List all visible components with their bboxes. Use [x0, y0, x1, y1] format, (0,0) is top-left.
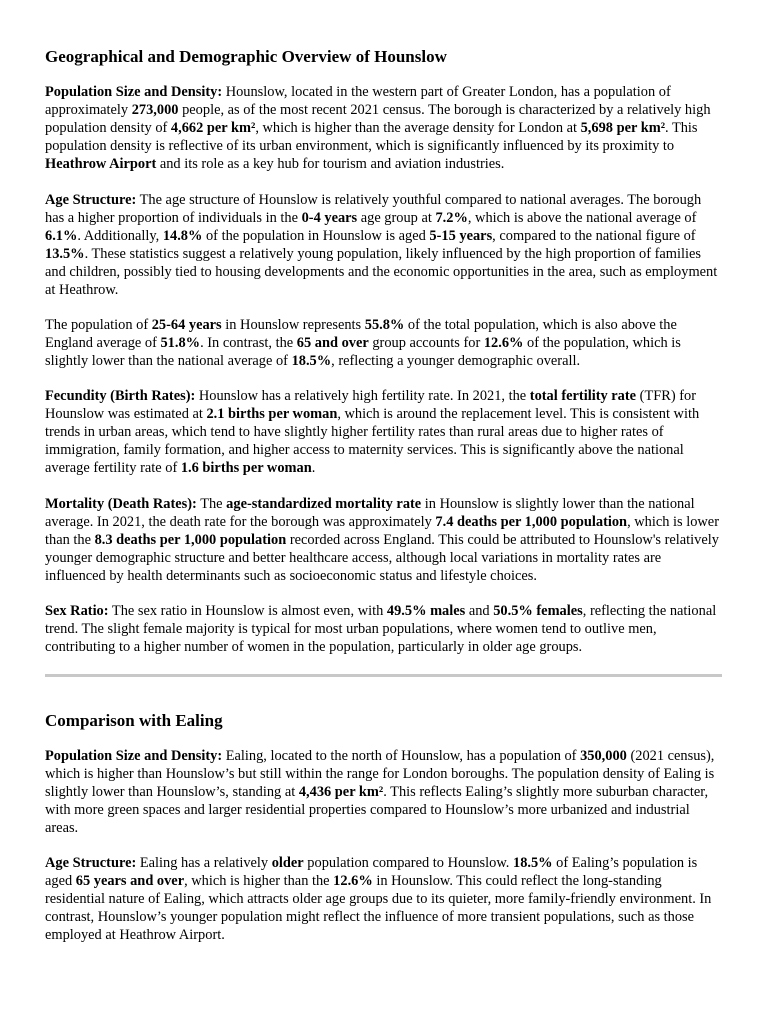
paragraph-fecundity: [45, 388, 723, 478]
text: of Ealing’s population is aged: [45, 855, 698, 889]
text: , reflecting the national trend. The slight female majority is typical for most urban populations, where women tend to outlive men, contributing to a higher number of women in the population, particularly in older age groups.: [45, 603, 717, 655]
label-age-structure: Age Structure:: [45, 855, 137, 871]
text: The age structure of Hounslow is relatively youthful compared to national averages. The borough has a higher proportion of individuals in the: [45, 192, 702, 226]
bold-value: 5,698 per km²: [580, 119, 666, 136]
text: , reflecting a younger demographic overall.: [331, 352, 581, 369]
bold-value: 14.8%: [162, 227, 203, 244]
text: in Hounslow is slightly lower than the national average. In 2021, the death rate for the borough was approximately: [45, 496, 695, 530]
paragraph-sex-ratio: [45, 603, 723, 657]
bold-value: 12.6%: [483, 334, 524, 351]
text: Hounslow, located in the western part of Greater London, has a population of approximately: [45, 84, 671, 118]
bold-value: 25-64 years: [151, 317, 222, 333]
bold-value: 273,000: [131, 101, 179, 118]
bold-value: Heathrow Airport: [45, 155, 157, 172]
text: group accounts for: [368, 334, 484, 351]
bold-value: 7.2%: [435, 209, 468, 226]
text: Hounslow has a relatively high fertility rate. In 2021, the: [195, 388, 530, 404]
bold-value: 5-15 years: [429, 227, 493, 244]
text: The population of: [45, 317, 152, 333]
text: (TFR) for Hounslow was estimated at: [45, 388, 697, 422]
text: Ealing, located to the north of Hounslow, has a population of: [222, 748, 581, 764]
bold-value: 6.1%: [45, 227, 78, 244]
text: and: [465, 603, 494, 619]
text: , which is lower than the: [45, 513, 719, 548]
label-population-size-density: Population Size and Density:: [45, 748, 223, 764]
text: of the population, which is slightly lower than the national average of: [45, 334, 681, 369]
paragraph-ealing-population-size-density: [45, 748, 723, 838]
bold-value: 2.1 births per woman: [206, 405, 338, 422]
bold-value: 65 years and over: [75, 872, 185, 889]
paragraph-population-size-density: [45, 84, 723, 174]
bold-value: 8.3 deaths per 1,000 population: [94, 531, 287, 548]
paragraph-ealing-age-structure: [45, 855, 723, 945]
bold-value: 12.6%: [333, 872, 373, 889]
text: . Additionally,: [77, 227, 163, 244]
text: people, as of the most recent 2021 census. The borough is characterized by a relatively high population density of: [45, 101, 711, 136]
bold-value: 49.5% males: [386, 603, 466, 619]
text: Ealing has a relatively: [136, 855, 272, 871]
bold-value: 7.4 deaths per 1,000 population: [435, 513, 628, 530]
bold-value: 65 and over: [296, 334, 369, 351]
bold-value: older: [271, 855, 304, 871]
paragraph-mortality: [45, 496, 723, 586]
label-sex-ratio: Sex Ratio:: [45, 603, 109, 619]
text: , which is higher than the average density for London at: [255, 119, 581, 136]
text: . In contrast, the: [200, 334, 297, 351]
section-title-hounslow-overview: Geographical and Demographic Overview of Hounslow: [45, 47, 447, 66]
bold-value: 51.8%: [160, 334, 201, 351]
label-mortality: Mortality (Death Rates):: [45, 496, 197, 512]
paragraph-working-age-population: [45, 317, 723, 371]
text: . These statistics suggest a relatively young population, likely influenced by the high proportion of families and children, possibly tied to housing developments and the economic opportunities in the area, such as employment at Heathrow.: [45, 245, 718, 298]
text: of the total population, which is also above the England average of: [45, 317, 677, 351]
text: in Hounslow. This could reflect the long-standing residential nature of Ealing, which attracts older age groups due to its quieter, more family-friendly environment. In contrast, Hounslow’s younger population might reflect the influence of more transient populations, such as those employed at Heathrow Airport.: [45, 872, 712, 943]
text: The sex ratio in Hounslow is almost even, with: [108, 603, 387, 619]
text: The: [196, 496, 227, 512]
bold-value: 18.5%: [291, 352, 332, 369]
text: of the population in Hounslow is aged: [202, 227, 430, 244]
bold-value: total fertility rate: [529, 388, 637, 404]
text: , which is above the national average of: [467, 209, 697, 226]
bold-value: 55.8%: [364, 317, 405, 333]
text: recorded across England. This could be attributed to Hounslow's relatively younger demographic structure and better healthcare access, although local variations in mortality rates are influenced by health determinants such as socioeconomic status and lifestyle choices.: [45, 531, 719, 584]
text: in Hounslow represents: [221, 317, 365, 333]
text: (2021 census), which is higher than Hounslow’s but still within the range for London boroughs. The population density of Ealing is slightly lower than Hounslow’s, standing at: [45, 748, 715, 800]
text: and its role as a key hub for tourism and aviation industries.: [156, 155, 505, 172]
bold-value: 350,000: [580, 748, 627, 764]
bold-value: 13.5%: [45, 245, 85, 262]
text: . This population density is reflective of its urban environment, which is significantly influenced by its proximity to: [45, 119, 698, 154]
label-fecundity: Fecundity (Birth Rates):: [45, 388, 196, 404]
bold-value: 50.5% females: [493, 603, 583, 619]
label-population-size-density: Population Size and Density:: [45, 84, 223, 100]
bold-value: 0-4 years: [301, 209, 358, 226]
section-title-comparison-ealing: Comparison with Ealing: [45, 711, 223, 730]
bold-value: 18.5%: [513, 855, 553, 871]
bold-value: 1.6 births per woman: [180, 459, 312, 476]
text: .: [311, 459, 316, 476]
text: population compared to Hounslow.: [303, 855, 513, 871]
text: , compared to the national figure of: [492, 227, 696, 244]
label-age-structure: Age Structure:: [45, 192, 137, 208]
text: . This reflects Ealing’s slightly more suburban character, with more green spaces and larger residential properties compared to Hounslow’s more urbanized and industrial areas.: [45, 783, 709, 836]
text: , which is around the replacement level. This is consistent with trends in urban areas, which tend to have slightly higher fertility rates than rural areas due to higher rates of immigration, family formation, and higher access to maternity services. This is significantly above the national average fertility rate of: [45, 405, 700, 476]
section-divider: [45, 674, 722, 677]
text: age group at: [357, 209, 436, 226]
paragraph-age-structure: [45, 192, 723, 299]
text: , which is higher than the: [184, 872, 334, 889]
bold-value: 4,436 per km²: [298, 783, 384, 800]
bold-value: age-standardized mortality rate: [226, 496, 422, 512]
bold-value: 4,662 per km²: [170, 119, 256, 136]
